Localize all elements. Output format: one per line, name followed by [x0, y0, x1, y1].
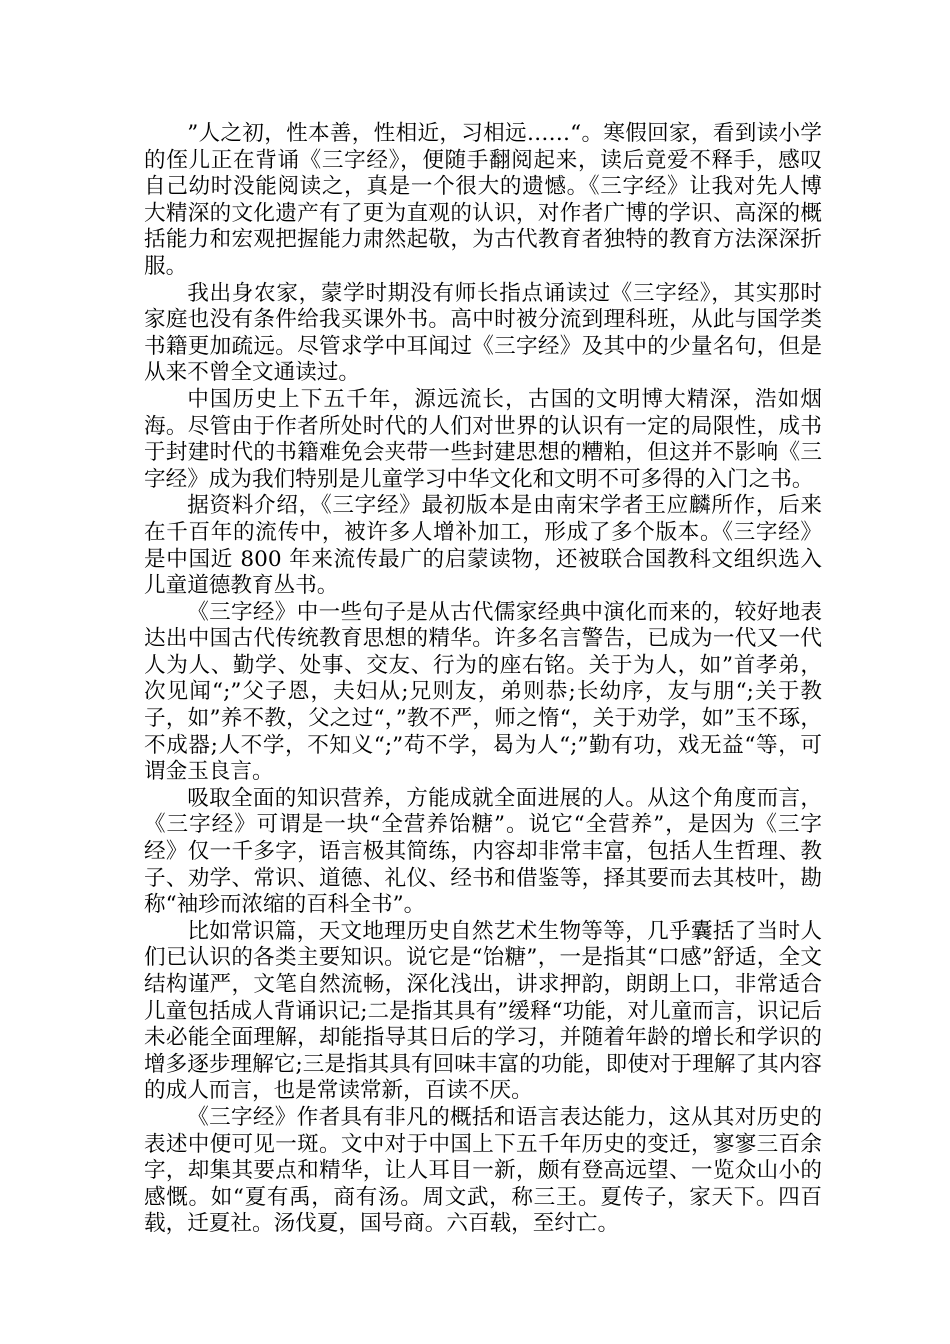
- paragraph-1: ”人之初，性本善，性相近，习相远……“。寒假回家，看到读小学的侄儿正在背诵《三字经》，便随手翻阅起来，读后竟爱不释手，感叹自己幼时没能阅读之，真是一个很大的遗憾。《三字经》让我对先人博大精深的文化遗产有了更为直观的认识，对作者广博的学识、高深的概括能力和宏观把握能力肃然起敬，为古代教育者独特的教育方法深深折服。: [144, 121, 822, 279]
- paragraph-3: 中国历史上下五千年，源远流长，古国的文明博大精深，浩如烟海。尽管由于作者所处时代的人们对世界的认识有一定的局限性，成书于封建时代的书籍难免会夹带一些封建思想的糟粕，但这并不影响《三字经》成为我们特别是儿童学习中华文化和文明不可多得的入门之书。: [144, 386, 822, 492]
- paragraph-4: 据资料介绍，《三字经》最初版本是由南宋学者王应麟所作，后来在千百年的流传中，被许多人增补加工，形成了多个版本。《三字经》是中国近 800 年来流传最广的启蒙读物，还被联合国教科文组织选入儿童道德教育丛书。: [144, 493, 822, 599]
- document-body: [144, 121, 822, 1238]
- paragraph-7: 比如常识篇，天文地理历史自然艺术生物等等，几乎囊括了当时人们已认识的各类主要知识。说它是“饴糖”，一是指其“口感”舒适，全文结构谨严，文笔自然流畅，深化浅出，讲求押韵，朗朗上口，非常适合儿童包括成人背诵识记;二是指其具有”缓释“功能，对儿童而言，识记后未必能全面理解，却能指导其日后的学习，并随着年龄的增长和学识的增多逐步理解它;三是指其具有回味丰富的功能，即使对于理解了其内容的成人而言，也是常读常新，百读不厌。: [144, 918, 822, 1104]
- paragraph-8: 《三字经》作者具有非凡的概括和语言表达能力，这从其对历史的表述中便可见一斑。文中对于中国上下五千年历史的变迁，寥寥三百余字，却集其要点和精华，让人耳目一新，颇有登高远望、一览众山小的感慨。如“夏有禹，商有汤。周文武，称三王。夏传子，家天下。四百载，迁夏社。汤伐夏，国号商。六百载，至纣亡。: [144, 1104, 822, 1237]
- paragraph-6: 吸取全面的知识营养，方能成就全面进展的人。从这个角度而言，《三字经》可谓是一块“全营养饴糖”。说它“全营养”，是因为《三字经》仅一千多字，语言极其简练，内容却非常丰富，包括人生哲理、教子、劝学、常识、道德、礼仪、经书和借鉴等，择其要而去其枝叶，勘称“袖珍而浓缩的百科全书”。: [144, 785, 822, 918]
- paragraph-2: 我出身农家，蒙学时期没有师长指点诵读过《三字经》，其实那时家庭也没有条件给我买课外书。高中时被分流到理科班，从此与国学类书籍更加疏远。尽管求学中耳闻过《三字经》及其中的少量名句，但是从来不曾全文通读过。: [144, 280, 822, 386]
- paragraph-5: 《三字经》中一些句子是从古代儒家经典中演化而来的，较好地表达出中国古代传统教育思想的精华。许多名言警告，已成为一代又一代人为人、勤学、处事、交友、行为的座右铭。关于为人，如”首孝弟，次见闻“;”父子恩，夫妇从;兄则友，弟则恭;长幼序，友与朋“;关于教子，如”养不教，父之过“，”教不严，师之惰“，关于劝学，如”玉不琢，不成器;人不学，不知义“;”苟不学，曷为人“;”勤有功，戏无益“等，可谓金玉良言。: [144, 599, 822, 785]
